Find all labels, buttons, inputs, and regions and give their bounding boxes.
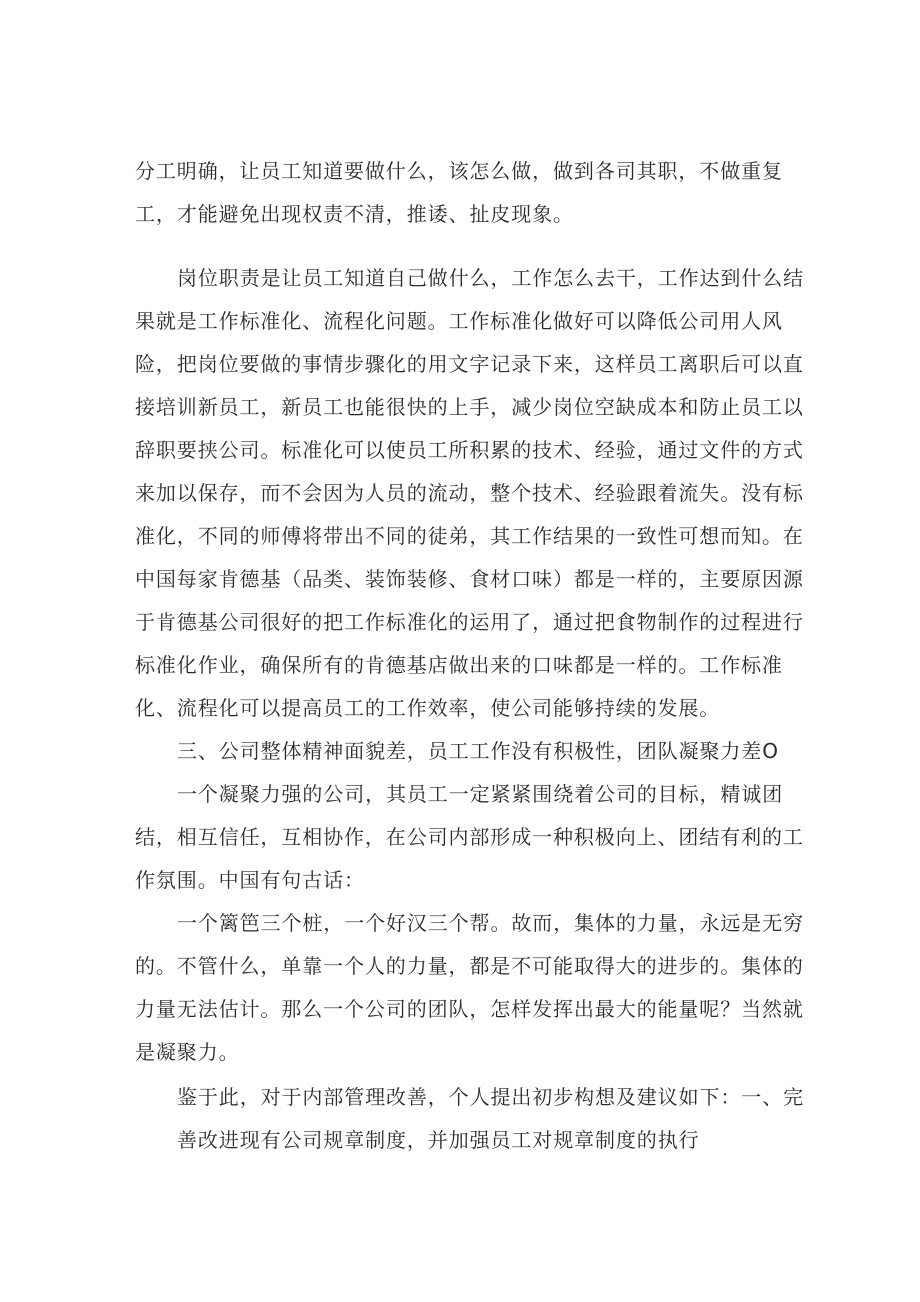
paragraph-start-line: 鉴于此，对于内部管理改善，个人提出初步构想及建议如下：一、完 bbox=[177, 1085, 804, 1109]
text-line: 准化，不同的师傅将带出不同的徒弟，其工作结果的一致性可想而知。在 bbox=[135, 524, 804, 548]
text-line: 分工明确，让员工知道要做什么，该怎么做，做到各司其职，不做重复 bbox=[135, 159, 783, 183]
paragraph-start-line: 一个凝聚力强的公司，其员工一定紧紧围绕着公司的目标，精诚团 bbox=[177, 782, 784, 806]
paragraph-start-line: 岗位职责是让员工知道自己做什么，工作怎么去干，工作达到什么结 bbox=[177, 266, 804, 290]
text-line: 力量无法估计。那么一个公司的团队，怎样发挥出最大的能量呢？当然就 bbox=[135, 997, 804, 1021]
text-line: 险，把岗位要做的事情步骤化的用文字记录下来，这样员工离职后可以直 bbox=[135, 352, 804, 376]
text-line: 接培训新员工，新员工也能很快的上手，减少岗位空缺成本和防止员工以 bbox=[135, 395, 804, 419]
text-line: 来加以保存，而不会因为人员的流动，整个技术、经验跟着流失。没有标 bbox=[135, 481, 804, 505]
text-line: 果就是工作标准化、流程化问题。工作标准化做好可以降低公司用人风 bbox=[135, 309, 783, 333]
text-line: 结，相互信任，互相协作，在公司内部形成一种积极向上、团结有利的工 bbox=[135, 825, 804, 849]
text-line: 工，才能避免出现权责不清，推诿、扯皮现象。 bbox=[135, 202, 574, 226]
paragraph-start-line: 一个篱笆三个桩，一个好汉三个帮。故而，集体的力量，永远是无穷 bbox=[177, 911, 804, 935]
text-line: 于肯德基公司很好的把工作标准化的运用了，通过把食物制作的过程进行 bbox=[135, 610, 804, 634]
text-line: 作氛围。中国有句古话： bbox=[135, 868, 365, 892]
text-line: 辞职要挟公司。标准化可以使员工所积累的技术、经验，通过文件的方式 bbox=[135, 438, 804, 462]
section-heading: 三、公司整体精神面貌差，员工工作没有积极性，团队凝聚力差O bbox=[177, 739, 779, 763]
text-line: 化、流程化可以提高员工的工作效率，使公司能够持续的发展。 bbox=[135, 696, 721, 720]
text-line: 善改进现有公司规章制度，并加强员工对规章制度的执行 bbox=[177, 1128, 700, 1152]
text-line: 标准化作业，确保所有的肯德基店做出来的口味都是一样的。工作标准 bbox=[135, 653, 783, 677]
text-line: 是凝聚力。 bbox=[135, 1040, 240, 1064]
text-line: 中国每家肯德基（品类、装饰装修、食材口味）都是一样的，主要原因源 bbox=[135, 567, 804, 591]
text-line: 的。不管什么，单靠一个人的力量，都是不可能取得大的进步的。集体的 bbox=[135, 954, 804, 978]
